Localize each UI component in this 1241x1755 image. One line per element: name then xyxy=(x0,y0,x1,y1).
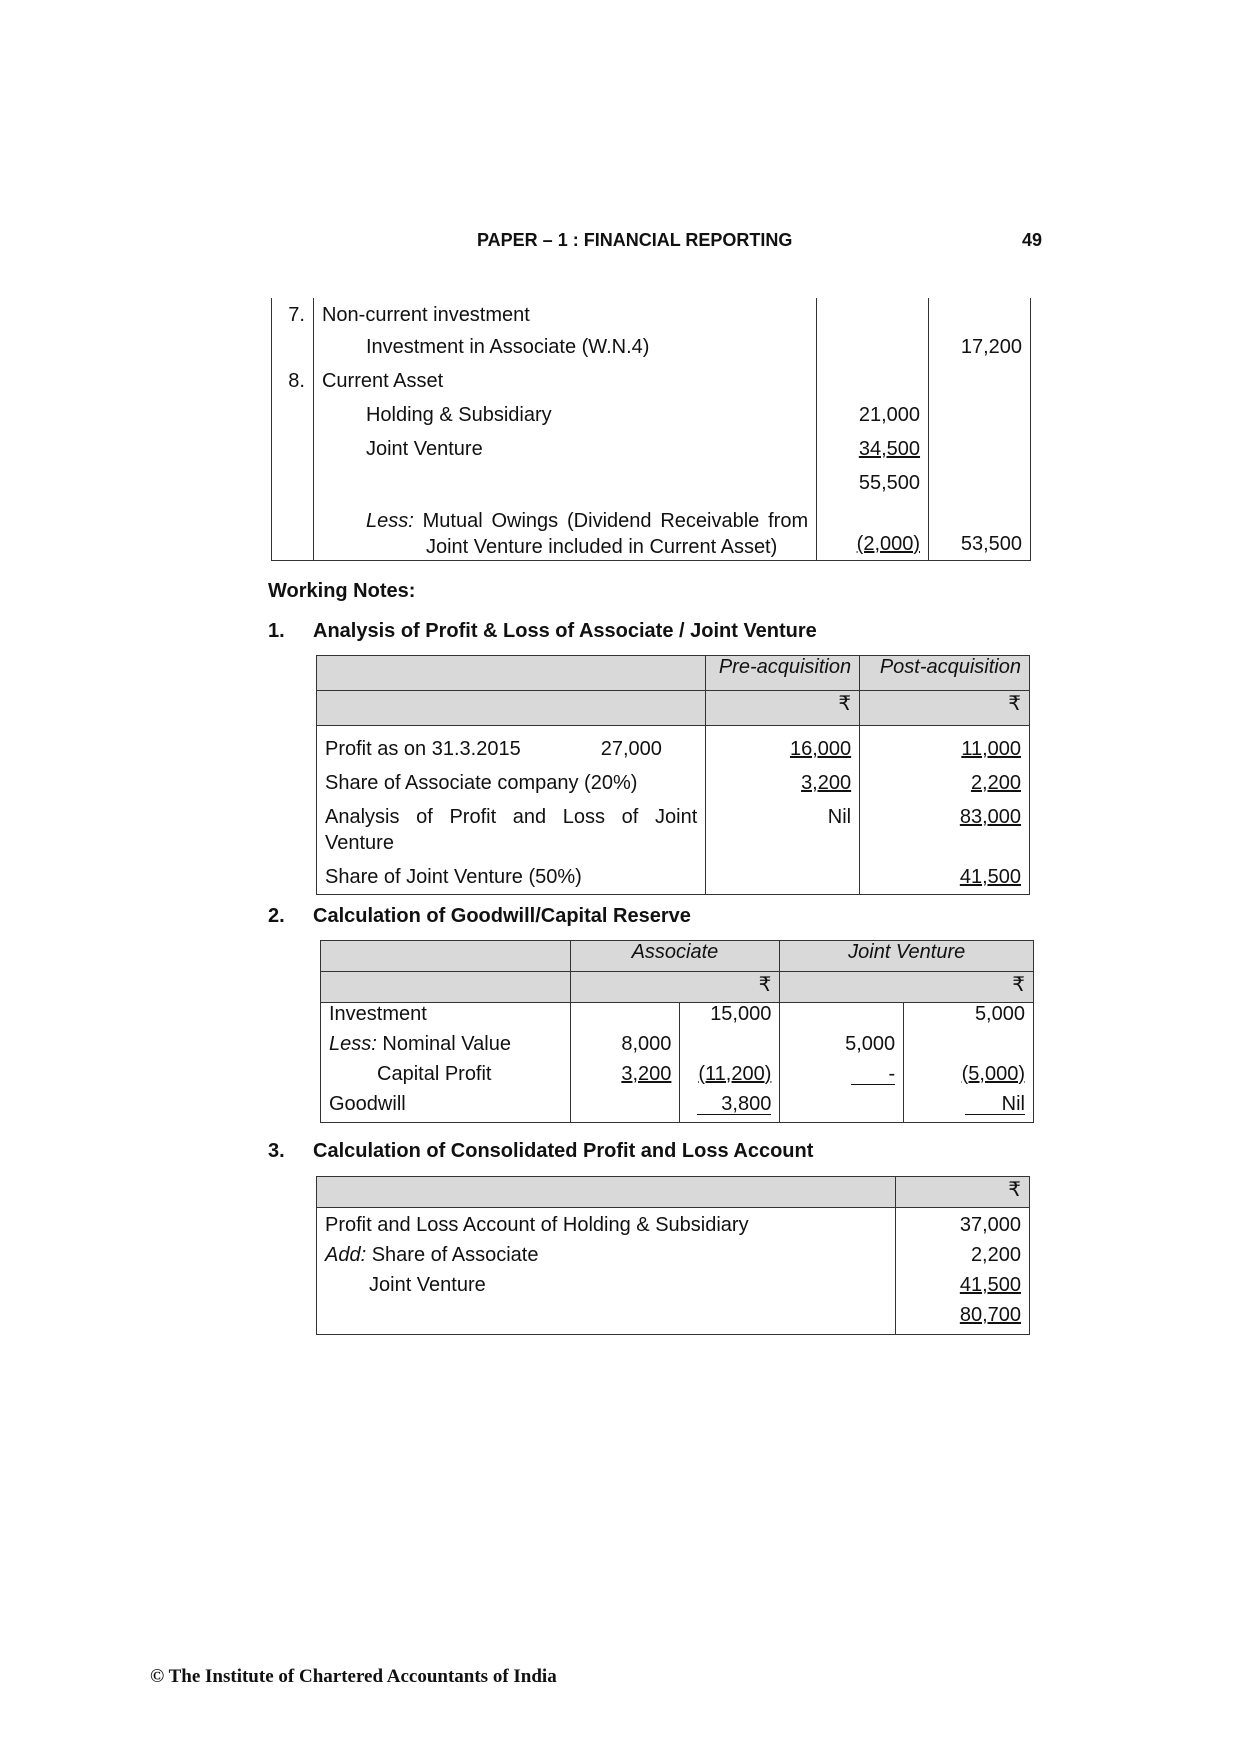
row-amount-2: 17,200 xyxy=(929,332,1031,366)
row-amount-1 xyxy=(817,298,929,332)
wn3-body xyxy=(317,1208,1030,1335)
less-text-2: Joint Venture included in Current Asset) xyxy=(425,536,778,558)
wn3-value: 37,000 xyxy=(959,1214,1021,1236)
wn2-table xyxy=(320,940,1034,1123)
wn1-row-label: Analysis of Profit and Loss of Joint Venture xyxy=(325,806,698,854)
wn2-jv-total: Nil xyxy=(904,1093,1034,1123)
row-amount-2 xyxy=(929,298,1031,332)
wn1-row-label: Share of Associate company (20%) xyxy=(325,772,638,794)
wn2-jv-sub: - xyxy=(780,1063,904,1093)
rupee-icon: ₹ xyxy=(780,972,1034,1003)
wn2-assoc-total xyxy=(680,1033,780,1063)
wn2-jv-total: 5,000 xyxy=(904,1003,1034,1033)
wn1-profit-total: 27,000 xyxy=(600,738,662,760)
notes-row xyxy=(272,366,1031,400)
wn3-row-label: Add: Share of Associate xyxy=(325,1244,539,1266)
notes-table xyxy=(271,298,1031,561)
pre-acquisition-header: Pre-acquisition xyxy=(706,656,860,691)
row-amount-2 xyxy=(929,366,1031,400)
wn2-row-label: Less: Nominal Value xyxy=(321,1033,571,1063)
row-label: Joint Venture xyxy=(313,434,816,468)
wn3-values xyxy=(896,1208,1030,1335)
wn2-assoc-sub: 3,200 xyxy=(570,1063,680,1093)
wn3-total: 80,700 xyxy=(959,1304,1021,1326)
rupee-icon: ₹ xyxy=(570,972,780,1003)
wn3-value: 41,500 xyxy=(959,1274,1021,1296)
wn3-row-label xyxy=(325,1300,887,1330)
working-notes-title: Working Notes: xyxy=(268,580,416,602)
row-label xyxy=(313,468,816,502)
wn2-row-label: Investment xyxy=(321,1003,571,1033)
joint-venture-header: Joint Venture xyxy=(780,941,1034,972)
row-amount-1: 34,500 xyxy=(817,434,929,468)
notes-row xyxy=(272,434,1031,468)
notes-row xyxy=(272,400,1031,434)
less-mutual-owings xyxy=(313,502,816,561)
rupee-icon: ₹ xyxy=(896,1177,1030,1208)
wn2-jv-sub xyxy=(780,1003,904,1033)
less-amount-1: (2,000) xyxy=(817,502,929,561)
add-label: Add: xyxy=(325,1244,367,1266)
row-label: Non-current investment xyxy=(313,298,816,332)
row-amount-1 xyxy=(817,332,929,366)
row-number: 8. xyxy=(272,366,314,400)
page-number: 49 xyxy=(1022,230,1043,250)
row-number xyxy=(272,332,314,366)
wn2-assoc-total: 3,800 xyxy=(680,1093,780,1123)
wn1-header-row xyxy=(317,656,1030,691)
wn2-assoc-total: 15,000 xyxy=(680,1003,780,1033)
rupee-icon: ₹ xyxy=(860,691,1030,726)
wn1-row-label: Share of Joint Venture (50%) xyxy=(325,866,582,888)
wn2-row xyxy=(321,1093,1034,1123)
wn3-row-label: Profit and Loss Account of Holding & Subsidiary xyxy=(325,1214,749,1236)
wn1-post-value: 2,200 xyxy=(970,772,1021,794)
wn1-pre-values xyxy=(706,726,860,895)
row-amount-2 xyxy=(929,400,1031,434)
row-label: Investment in Associate (W.N.4) xyxy=(313,332,816,366)
row-number xyxy=(272,400,314,434)
wn2-row xyxy=(321,1033,1034,1063)
wn1-pre-value: 3,200 xyxy=(801,772,852,794)
wn2-header-row xyxy=(321,941,1034,972)
less-label: Less: xyxy=(365,510,414,532)
wn1-currency-row xyxy=(317,691,1030,726)
wn1-number: 1. xyxy=(268,620,285,642)
wn2-row xyxy=(321,1063,1034,1093)
wn2-row-label: Capital Profit xyxy=(321,1063,571,1093)
notes-row xyxy=(272,468,1031,502)
less-text-1: Mutual Owings (Dividend Receivable from xyxy=(422,510,809,532)
wn1-post-values xyxy=(860,726,1030,895)
wn1-pre-value: 16,000 xyxy=(789,738,852,760)
wn2-jv-sub xyxy=(780,1093,904,1123)
wn2-assoc-sub xyxy=(570,1003,680,1033)
wn2-title: Calculation of Goodwill/Capital Reserve xyxy=(313,905,691,927)
wn2-assoc-sub xyxy=(570,1093,680,1123)
wn1-row-label: Profit as on 31.3.2015 27,000 xyxy=(325,738,662,760)
wn1-table xyxy=(316,655,1030,895)
wn2-row-label: Goodwill xyxy=(321,1093,571,1123)
wn1-body xyxy=(317,726,1030,895)
row-amount-1: 21,000 xyxy=(817,400,929,434)
less-label: Less: xyxy=(329,1032,377,1055)
less-amount-2: 53,500 xyxy=(929,502,1031,561)
notes-row xyxy=(272,298,1031,332)
associate-header: Associate xyxy=(570,941,780,972)
footer-copyright: © The Institute of Chartered Accountants of India xyxy=(150,1666,557,1687)
wn2-jv-total xyxy=(904,1033,1034,1063)
row-amount-1 xyxy=(817,366,929,400)
wn2-assoc-total: (11,200) xyxy=(680,1063,780,1093)
wn2-jv-sub: 5,000 xyxy=(780,1033,904,1063)
notes-row xyxy=(272,332,1031,366)
wn1-labels xyxy=(317,726,706,895)
wn1-post-value: 83,000 xyxy=(959,806,1021,828)
wn1-title: Analysis of Profit & Loss of Associate / Joint Venture xyxy=(313,620,817,642)
row-label: Holding & Subsidiary xyxy=(313,400,816,434)
wn3-table xyxy=(316,1176,1030,1335)
wn3-row-label: Joint Venture xyxy=(369,1274,486,1296)
wn1-pre-value: Nil xyxy=(827,806,852,828)
wn2-number: 2. xyxy=(268,905,285,927)
row-amount-2 xyxy=(929,434,1031,468)
wn2-jv-total: (5,000) xyxy=(904,1063,1034,1093)
wn3-value: 2,200 xyxy=(970,1244,1021,1266)
row-amount-2 xyxy=(929,468,1031,502)
row-number xyxy=(272,468,314,502)
row-number: 7. xyxy=(272,298,314,332)
wn3-number: 3. xyxy=(268,1140,285,1162)
wn3-header-row xyxy=(317,1177,1030,1208)
wn3-labels xyxy=(317,1208,896,1335)
rupee-icon: ₹ xyxy=(706,691,860,726)
row-number xyxy=(272,434,314,468)
row-label: Current Asset xyxy=(313,366,816,400)
wn2-currency-row xyxy=(321,972,1034,1003)
notes-row-less xyxy=(272,502,1031,561)
wn2-row xyxy=(321,1003,1034,1033)
wn1-post-value: 11,000 xyxy=(961,738,1021,760)
page-title: PAPER – 1 : FINANCIAL REPORTING xyxy=(477,230,793,250)
wn1-post-value: 41,500 xyxy=(959,866,1021,888)
post-acquisition-header: Post-acquisition xyxy=(860,656,1030,691)
row-amount-1: 55,500 xyxy=(817,468,929,502)
wn2-assoc-sub: 8,000 xyxy=(570,1033,680,1063)
wn3-title: Calculation of Consolidated Profit and Loss Account xyxy=(313,1140,814,1162)
